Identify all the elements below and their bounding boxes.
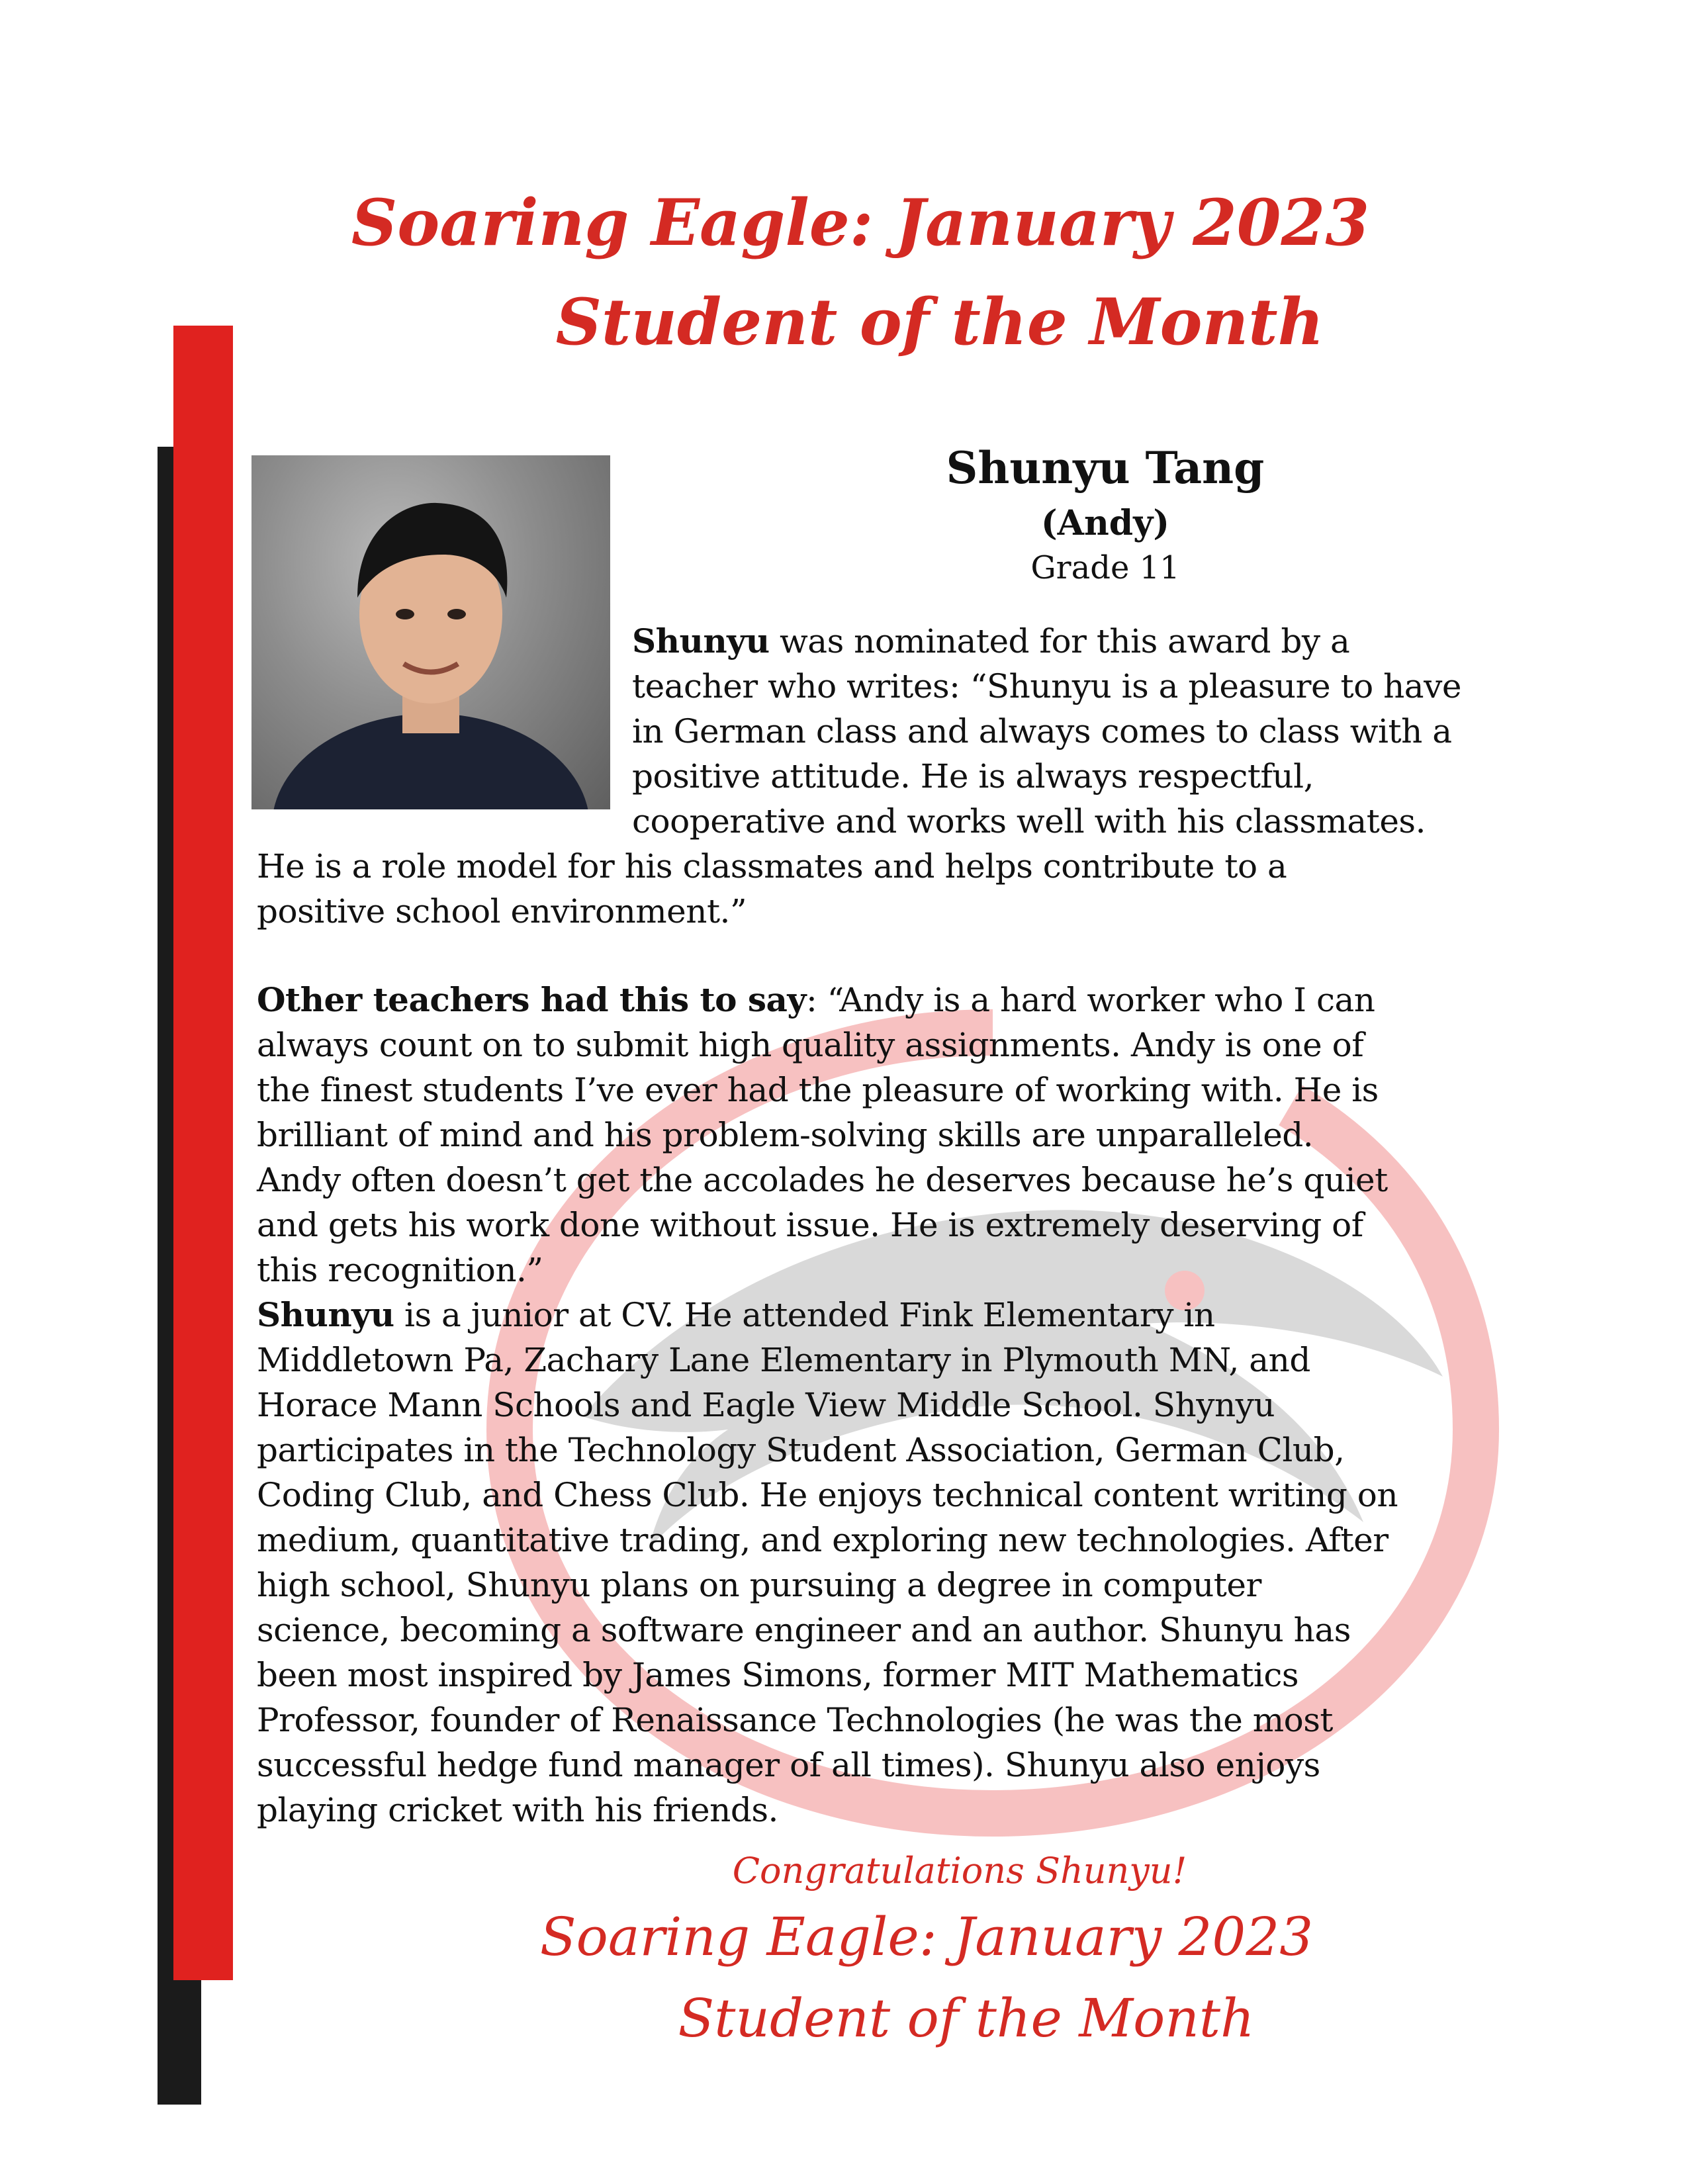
text-line: Coding Club, and Chess Club. He enjoys technical content writing on [257,1476,1398,1514]
text-line: this recognition.” [257,1251,543,1289]
text-line: high school, Shunyu plans on pursuing a degree in computer [257,1566,1261,1604]
text-line: science, becoming a software engineer and an author. Shunyu has [257,1611,1351,1649]
text-line: positive attitude. He is always respectful, [632,757,1314,796]
student-portrait-photo [251,455,610,809]
other-teachers-lead: Other teachers had this to say [257,980,806,1019]
nomination-paragraph-bottom [257,844,1287,934]
text-line: playing cricket with his friends. [257,1791,778,1829]
page-title-line-2: Student of the Month [555,285,1324,359]
text-segment: was nominated for this award by a [769,622,1350,660]
text-line: in German class and always comes to class with a [632,712,1452,751]
text-segment: is a junior at CV. He attended Fink Elementary in [394,1296,1215,1334]
text-line: He is a role model for his classmates and helps contribute to a [257,847,1287,886]
student-grade: Grade 11 [1030,549,1180,586]
text-line: Professor, founder of Renaissance Technologies (he was the most [257,1701,1334,1739]
portrait-illustration [251,455,610,809]
text-line: Middletown Pa, Zachary Lane Elementary in Plymouth MN, and [257,1341,1310,1379]
student-name: Shunyu Tang [946,442,1265,494]
text-line: medium, quantitative trading, and exploring new technologies. After [257,1521,1389,1559]
text-line: teacher who writes: “Shunyu is a pleasure to have [632,667,1461,705]
text-line: the finest students I’ve ever had the pleasure of working with. He is [257,1071,1379,1109]
left-red-bar [173,326,233,1980]
page-title-line-1: Soaring Eagle: January 2023 [351,185,1370,260]
text-line: successful hedge fund manager of all times). Shunyu also enjoys [257,1746,1320,1784]
nomination-lead: Shunyu [632,621,770,660]
bio-lead: Shunyu [257,1295,394,1334]
footer-title-line-1: Soaring Eagle: January 2023 [539,1906,1314,1968]
text-line: Andy often doesn’t get the accolades he deserves because he’s quiet [257,1161,1388,1199]
text-line: Horace Mann Schools and Eagle View Middle School. Shynyu [257,1386,1275,1424]
text-line [257,1293,1398,1338]
text-line: participates in the Technology Student Association, German Club, [257,1431,1345,1469]
text-line: brilliant of mind and his problem-solving skills are unparalleled. [257,1116,1314,1154]
footer-title-line-2: Student of the Month [678,1987,1255,2049]
teacher-quotes-and-bio [257,978,1398,1833]
text-line [257,978,1398,1023]
text-line: always count on to submit high quality assignments. Andy is one of [257,1026,1364,1064]
text-line: and gets his work done without issue. He is extremely deserving of [257,1206,1363,1244]
congratulations-line: Congratulations Shunyu! [732,1850,1187,1891]
student-nickname: (Andy) [1041,503,1169,543]
text-segment: : “Andy is a hard worker who I can [805,981,1375,1019]
text-line: positive school environment.” [257,892,747,931]
text-line: cooperative and works well with his classmates. [632,802,1426,841]
nomination-paragraph-top [632,619,1461,844]
text-line: been most inspired by James Simons, former MIT Mathematics [257,1656,1299,1694]
text-line [632,619,1461,664]
